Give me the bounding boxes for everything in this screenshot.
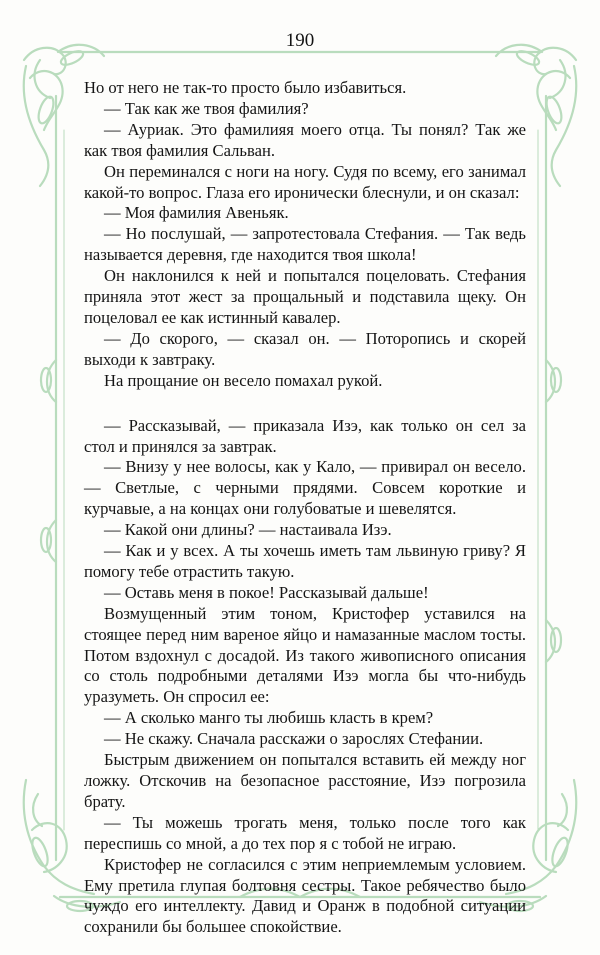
paragraph: Кристофер не согласился с этим неприемлемым условием. Ему претила глупая болтовня сестры. Такое ребячество было чуждо его интеллекту. Давид и Оранж в подобной ситуации сохранили бы большее спокойствие. (84, 854, 526, 937)
paragraph: — Но послушай, — запротестовала Стефания. — Так ведь называется деревня, где находится твоя школа! (84, 224, 526, 265)
paragraph: — Так как же твоя фамилия? (104, 98, 309, 118)
paragraph: — А сколько манго ты любишь класть в крем? (104, 708, 434, 728)
paragraph: — Какой они длины? — настаивала Изэ. (104, 520, 392, 540)
paragraph: — Оставь меня в покое! Рассказывай дальше! (104, 582, 429, 602)
paragraph: — Рассказывай, — приказала Изэ, как только он сел за стол и принялся за завтрак. (84, 415, 526, 456)
paragraph: — Ты можешь трогать меня, только после того как переспишь со мной, а до тех пор я с тобой не играю. (84, 812, 526, 853)
vine-left-middle (41, 360, 56, 562)
paragraph: — Как и у всех. А ты хочешь иметь там львиную гриву? Я помогу тебе отрастить такую. (84, 541, 526, 581)
paragraph: Быстрым движением он попытался вставить ей между ног ложку. Отскочив на безопасное расстояние, Изэ погрозила брату. (84, 750, 526, 811)
page-number: 190 (285, 30, 315, 51)
paragraph: — До скорого, — сказал он. — Поторопись и скорей выходи к завтраку. (84, 328, 526, 369)
paragraph: На прощание он весело помахал рукой. (104, 370, 383, 390)
body-text (84, 78, 526, 938)
paragraph: — Моя фамилия Авеньяк. (104, 203, 289, 223)
paragraph: — Не скажу. Сначала расскажи о зарослях Стефании. (104, 729, 484, 749)
paragraph: — Внизу у нее волосы, как у Кало, — привирал он весело. — Светлые, с черными прядями. Совсем короткие и курчавые, а на концах они голубоватые и шевелятся. (84, 457, 526, 519)
paragraph: Он наклонился к ней и попытался поцеловать. Стефания приняла этот жест за прощальный и подставила щеку. Он поцеловал ее как истинный кавалер. (84, 266, 526, 327)
vine-right-middle (546, 360, 561, 662)
paragraph: Но от него не так-то просто было избавиться. (84, 78, 407, 97)
paragraph: Он переминался с ноги на ногу. Судя по всему, его занимал какой-то вопрос. Глаза его иронически блеснули, и он сказал: (84, 161, 526, 202)
section-break (84, 392, 526, 416)
paragraph: Возмущенный этим тоном, Кристофер уставился на стоящее перед ним вареное яйцо и намазанные маслом тосты. Потом вздохнул с досадой. Из такого живописного описания со столь подробными деталями Изэ могла бы что-нибудь уразуметь. Он спросил ее: (84, 603, 526, 707)
paragraph: — Ауриак. Это фамилияя моего отца. Ты понял? Так же как твоя фамилия Сальван. (84, 119, 526, 160)
